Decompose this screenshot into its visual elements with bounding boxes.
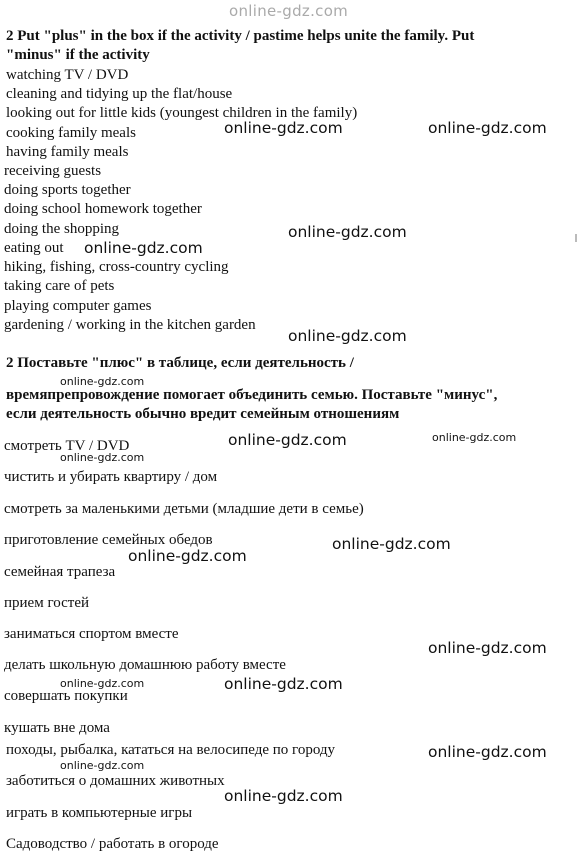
exercise-title-en-line1: 2 Put "plus" in the box if the activity / pastime helps unite the family. Put [6, 28, 475, 44]
watermark: online-gdz.com [224, 675, 343, 693]
watermark: online-gdz.com [60, 451, 145, 464]
exercise-title-ru-line1: 2 Поставьте "плюс" в таблице, если деятельность / [6, 355, 354, 371]
activity-ru-item: смотреть TV / DVD [4, 438, 130, 454]
watermark: online-gdz.com [228, 431, 347, 449]
activity-ru-item: прием гостей [4, 595, 90, 611]
activity-en-item: having family meals [6, 144, 129, 160]
activity-ru-item: заниматься спортом вместе [4, 626, 179, 642]
watermark: online-gdz.com [428, 743, 547, 761]
activity-ru-item: совершать покупки [4, 688, 128, 704]
activity-en-item: eating out [4, 240, 64, 256]
activity-ru-item: играть в компьютерные игры [6, 805, 193, 821]
activity-en-item: cooking family meals [6, 125, 136, 141]
activity-en-item: cleaning and tidying up the flat/house [6, 86, 233, 102]
activity-ru-item: семейная трапеза [4, 564, 116, 580]
watermark: online-gdz.com [60, 759, 145, 772]
activity-en-item: doing the shopping [4, 221, 119, 237]
watermark: online-gdz.com [224, 119, 343, 137]
activity-en-item: doing school homework together [4, 201, 202, 217]
edge-artifact [575, 234, 577, 242]
activity-ru-item: кушать вне дома [4, 720, 110, 736]
watermark: online-gdz.com [128, 547, 247, 565]
activity-en-item: gardening / working in the kitchen garden [4, 317, 256, 333]
activity-en-item: hiking, fishing, cross-country cycling [4, 259, 229, 275]
activity-en-item: watching TV / DVD [6, 67, 129, 83]
activity-ru-item: Садоводство / работать в огороде [6, 836, 219, 852]
activity-en-item: receiving guests [4, 163, 102, 179]
watermark: online-gdz.com [60, 375, 145, 388]
activity-ru-item: чистить и убирать квартиру / дом [4, 469, 218, 485]
exercise-title-ru-line3: если деятельность обычно вредит семейным отношениям [6, 406, 400, 422]
activity-ru-item: заботиться о домашних животных [6, 773, 225, 789]
activity-en-item: taking care of pets [4, 278, 115, 294]
activity-en-item: doing sports together [4, 182, 131, 198]
watermark: online-gdz.com [288, 223, 407, 241]
watermark: online-gdz.com [60, 677, 145, 690]
activity-ru-item: делать школьную домашнюю работу вместе [4, 657, 286, 673]
activity-en-item: looking out for little kids (youngest children in the family) [6, 105, 358, 121]
activity-en-item: playing computer games [4, 298, 152, 314]
activity-ru-item: походы, рыбалка, кататься на велосипеде по городу [6, 742, 336, 758]
watermark: online-gdz.com [428, 639, 547, 657]
watermark: online-gdz.com [428, 119, 547, 137]
watermark-top: online-gdz.com [229, 2, 349, 20]
exercise-title-en-line2: "minus" if the activity [6, 47, 150, 63]
watermark: online-gdz.com [84, 239, 203, 257]
watermark: online-gdz.com [288, 327, 407, 345]
activity-ru-item: смотреть за маленькими детьми (младшие дети в семье) [4, 501, 364, 517]
watermark: online-gdz.com [224, 787, 343, 805]
watermark: online-gdz.com [332, 535, 451, 553]
watermark: online-gdz.com [432, 431, 517, 444]
activity-ru-item: приготовление семейных обедов [4, 532, 213, 548]
exercise-title-ru-line2: времяпрепровождение помогает объединить семью. Поставьте "минус", [6, 387, 498, 403]
